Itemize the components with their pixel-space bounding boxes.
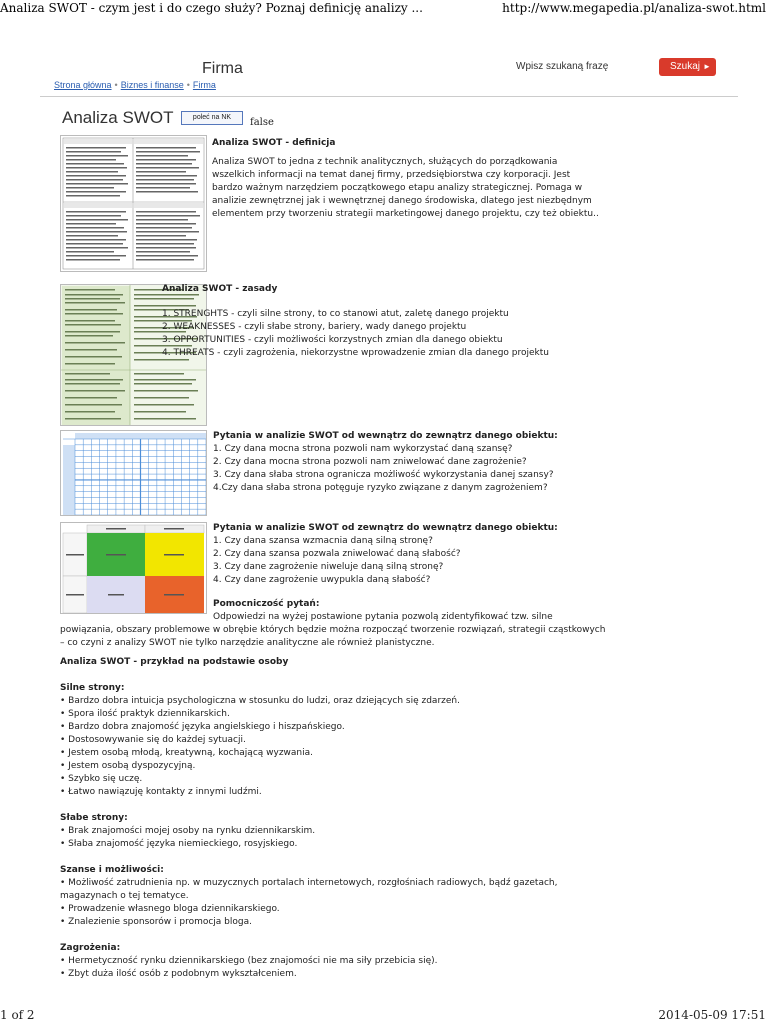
list-item: 2. WEAKNESSES - czyli słabe strony, bariery, wady danego projektu — [162, 322, 467, 332]
section-title: Firma — [202, 60, 243, 77]
paragraph-line: elementem przy tworzeniu strategii marketingowej danego projektu, czy też obiektu.. — [212, 209, 599, 219]
paragraph-line: wszelkich informacji na temat danej firmy, przedsiębiorstwa czy korporacji. Jest — [212, 170, 571, 180]
outside-in-heading: Pytania w analizie SWOT od zewnątrz do wewnątrz danego obiektu: — [213, 523, 558, 533]
list-item: • Jestem osobą dyspozycyjną. — [60, 761, 196, 771]
list-item: • Zbyt duża ilość osób z podobnym wykształceniem. — [60, 969, 297, 979]
breadcrumb-separator: • — [186, 80, 190, 90]
list-item: • Prowadzenie własnego bloga dziennikarskiego. — [60, 904, 280, 914]
list-item: 1. Czy dana mocna strona pozwoli nam wykorzystać daną szansę? — [213, 444, 513, 454]
breadcrumb-home[interactable]: Strona główna — [54, 80, 112, 90]
breadcrumb-separator: • — [114, 80, 118, 90]
breadcrumb-business[interactable]: Biznes i finanse — [120, 80, 184, 90]
list-item: • Jestem osobą młodą, kreatywną, kochającą wyzwania. — [60, 748, 314, 758]
swot-table-image — [60, 135, 207, 272]
swot-table-graphic — [61, 136, 207, 272]
list-item: • Hermetyczność rynku dziennikarskiego (bez znajomości nie ma siły przebicia się). — [60, 956, 438, 966]
weaknesses-heading: Słabe strony: — [60, 813, 128, 823]
outside-in-section — [213, 522, 558, 587]
print-datetime: 2014-05-09 17:51 — [658, 1008, 766, 1022]
paragraph-line: bardzo ważnym narzędziem początkowego etapu analizy strategicznej. Pomaga w — [212, 183, 583, 193]
print-page-url: http://www.megapedia.pl/analiza-swot.html — [502, 1, 766, 15]
search-input[interactable]: Wpisz szukaną frazę — [516, 61, 609, 72]
swot-grid-image — [60, 430, 207, 516]
search-button[interactable] — [659, 58, 716, 76]
example-section — [60, 656, 557, 981]
list-item: • Dostosowywanie się do każdej sytuacji. — [60, 735, 246, 745]
list-item: • Spora ilość praktyk dziennikarskich. — [60, 709, 230, 719]
list-item: 3. Czy dana słaba strona ogranicza możliwość wykorzystania danej szansy? — [213, 470, 554, 480]
list-item: • Możliwość zatrudnienia np. w muzycznych portalach internetowych, rozgłośniach radiowych, bądź gazetach, — [60, 878, 558, 888]
paragraph-line: analizie zewnętrznej jak i wewnętrznej danego środowiska, dlatego jest niezbędnym — [212, 196, 592, 206]
list-item: 2. Czy dana szansa pozwala zniwelować daną słabość? — [213, 549, 461, 559]
arrow-right-icon: ► — [703, 62, 711, 71]
list-item: 3. Czy dane zagrożenie niweluje daną silną stronę? — [213, 562, 444, 572]
print-header — [0, 0, 768, 16]
search-button-label: Szukaj — [670, 61, 701, 72]
header-divider — [40, 96, 738, 97]
strengths-heading: Silne strony: — [60, 683, 125, 693]
paragraph-line: powiązania, obszary problemowe w obrębie których będzie można rozpocząć tworzenie rozwiązań, strategii cząstkowych — [60, 625, 606, 635]
threats-heading: Zagrożenia: — [60, 943, 121, 953]
list-item: 4.Czy dana słaba strona potęguje ryzyko związane z danym zagrożeniem? — [213, 483, 548, 493]
definition-section — [212, 137, 599, 221]
list-item: • Łatwo nawiązuję kontakty z innymi ludźmi. — [60, 787, 262, 797]
list-item: 1. Czy dana szansa wzmacnia daną silną stronę? — [213, 536, 433, 546]
inside-out-heading: Pytania w analizie SWOT od wewnątrz do zewnątrz danego obiektu: — [213, 431, 558, 441]
swot-matrix-image — [60, 522, 207, 614]
print-page-number: 1 of 2 — [0, 1008, 35, 1022]
list-item: • Brak znajomości mojej osoby na rynku dziennikarskim. — [60, 826, 316, 836]
list-item: 4. Czy dane zagrożenie uwypukla daną słabość? — [213, 575, 431, 585]
breadcrumb-company[interactable]: Firma — [192, 80, 216, 90]
swot-grid-graphic — [61, 431, 207, 516]
inside-out-section — [213, 430, 558, 495]
page-title: Analiza SWOT — [62, 108, 174, 127]
list-item: • Słaba znajomość języka niemieckiego, rosyjskiego. — [60, 839, 298, 849]
opportunities-heading: Szanse i możliwości: — [60, 865, 164, 875]
list-item: magazynach o tej tematyce. — [60, 891, 189, 901]
false-text: false — [250, 117, 274, 128]
definition-heading: Analiza SWOT - definicja — [212, 138, 336, 148]
paragraph-line: – co czyni z analizy SWOT nie tylko narzędzie analityczne ale również planistyczne. — [60, 638, 435, 648]
usefulness-heading-block — [213, 598, 553, 624]
list-item: • Znalezienie sponsorów i promocja bloga. — [60, 917, 252, 927]
usefulness-paragraph — [60, 624, 605, 650]
list-item: • Bardzo dobra intuicja psychologiczna w stosunku do ludzi, oraz dziejących się zdarzeń. — [60, 696, 460, 706]
example-heading: Analiza SWOT - przykład na podstawie osoby — [60, 657, 289, 667]
list-item: 2. Czy dana mocna strona pozwoli nam zniwelować dane zagrożenie? — [213, 457, 527, 467]
list-item: • Bardzo dobra znajomość języka angielskiego i hiszpańskiego. — [60, 722, 345, 732]
paragraph-line: Odpowiedzi na wyżej postawione pytania pozwolą zidentyfikować tzw. silne — [213, 612, 553, 622]
usefulness-heading: Pomocniczość pytań: — [213, 599, 320, 609]
list-item: 4. THREATS - czyli zagrożenia, niekorzystne wprowadzenie zmian dla danego projektu — [162, 348, 549, 358]
paragraph-line: Analiza SWOT to jedna z technik analitycznych, służących do porządkowania — [212, 157, 558, 167]
swot-matrix-graphic — [61, 523, 207, 614]
list-item: 3. OPPORTUNITIES - czyli możliwości korzystnych zmian dla danego obiektu — [162, 335, 503, 345]
print-page-title: Analiza SWOT - czym jest i do czego służy? Poznaj definicję analizy ... — [0, 1, 423, 15]
rules-heading: Analiza SWOT - zasady — [162, 284, 278, 294]
recommend-nk-button[interactable]: poleć na NK — [181, 111, 243, 125]
breadcrumb — [54, 80, 216, 90]
print-footer — [0, 1006, 768, 1024]
rules-section — [162, 283, 549, 360]
list-item: 1. STRENGHTS - czyli silne strony, to co stanowi atut, zaletę danego projektu — [162, 309, 509, 319]
list-item: • Szybko się uczę. — [60, 774, 143, 784]
